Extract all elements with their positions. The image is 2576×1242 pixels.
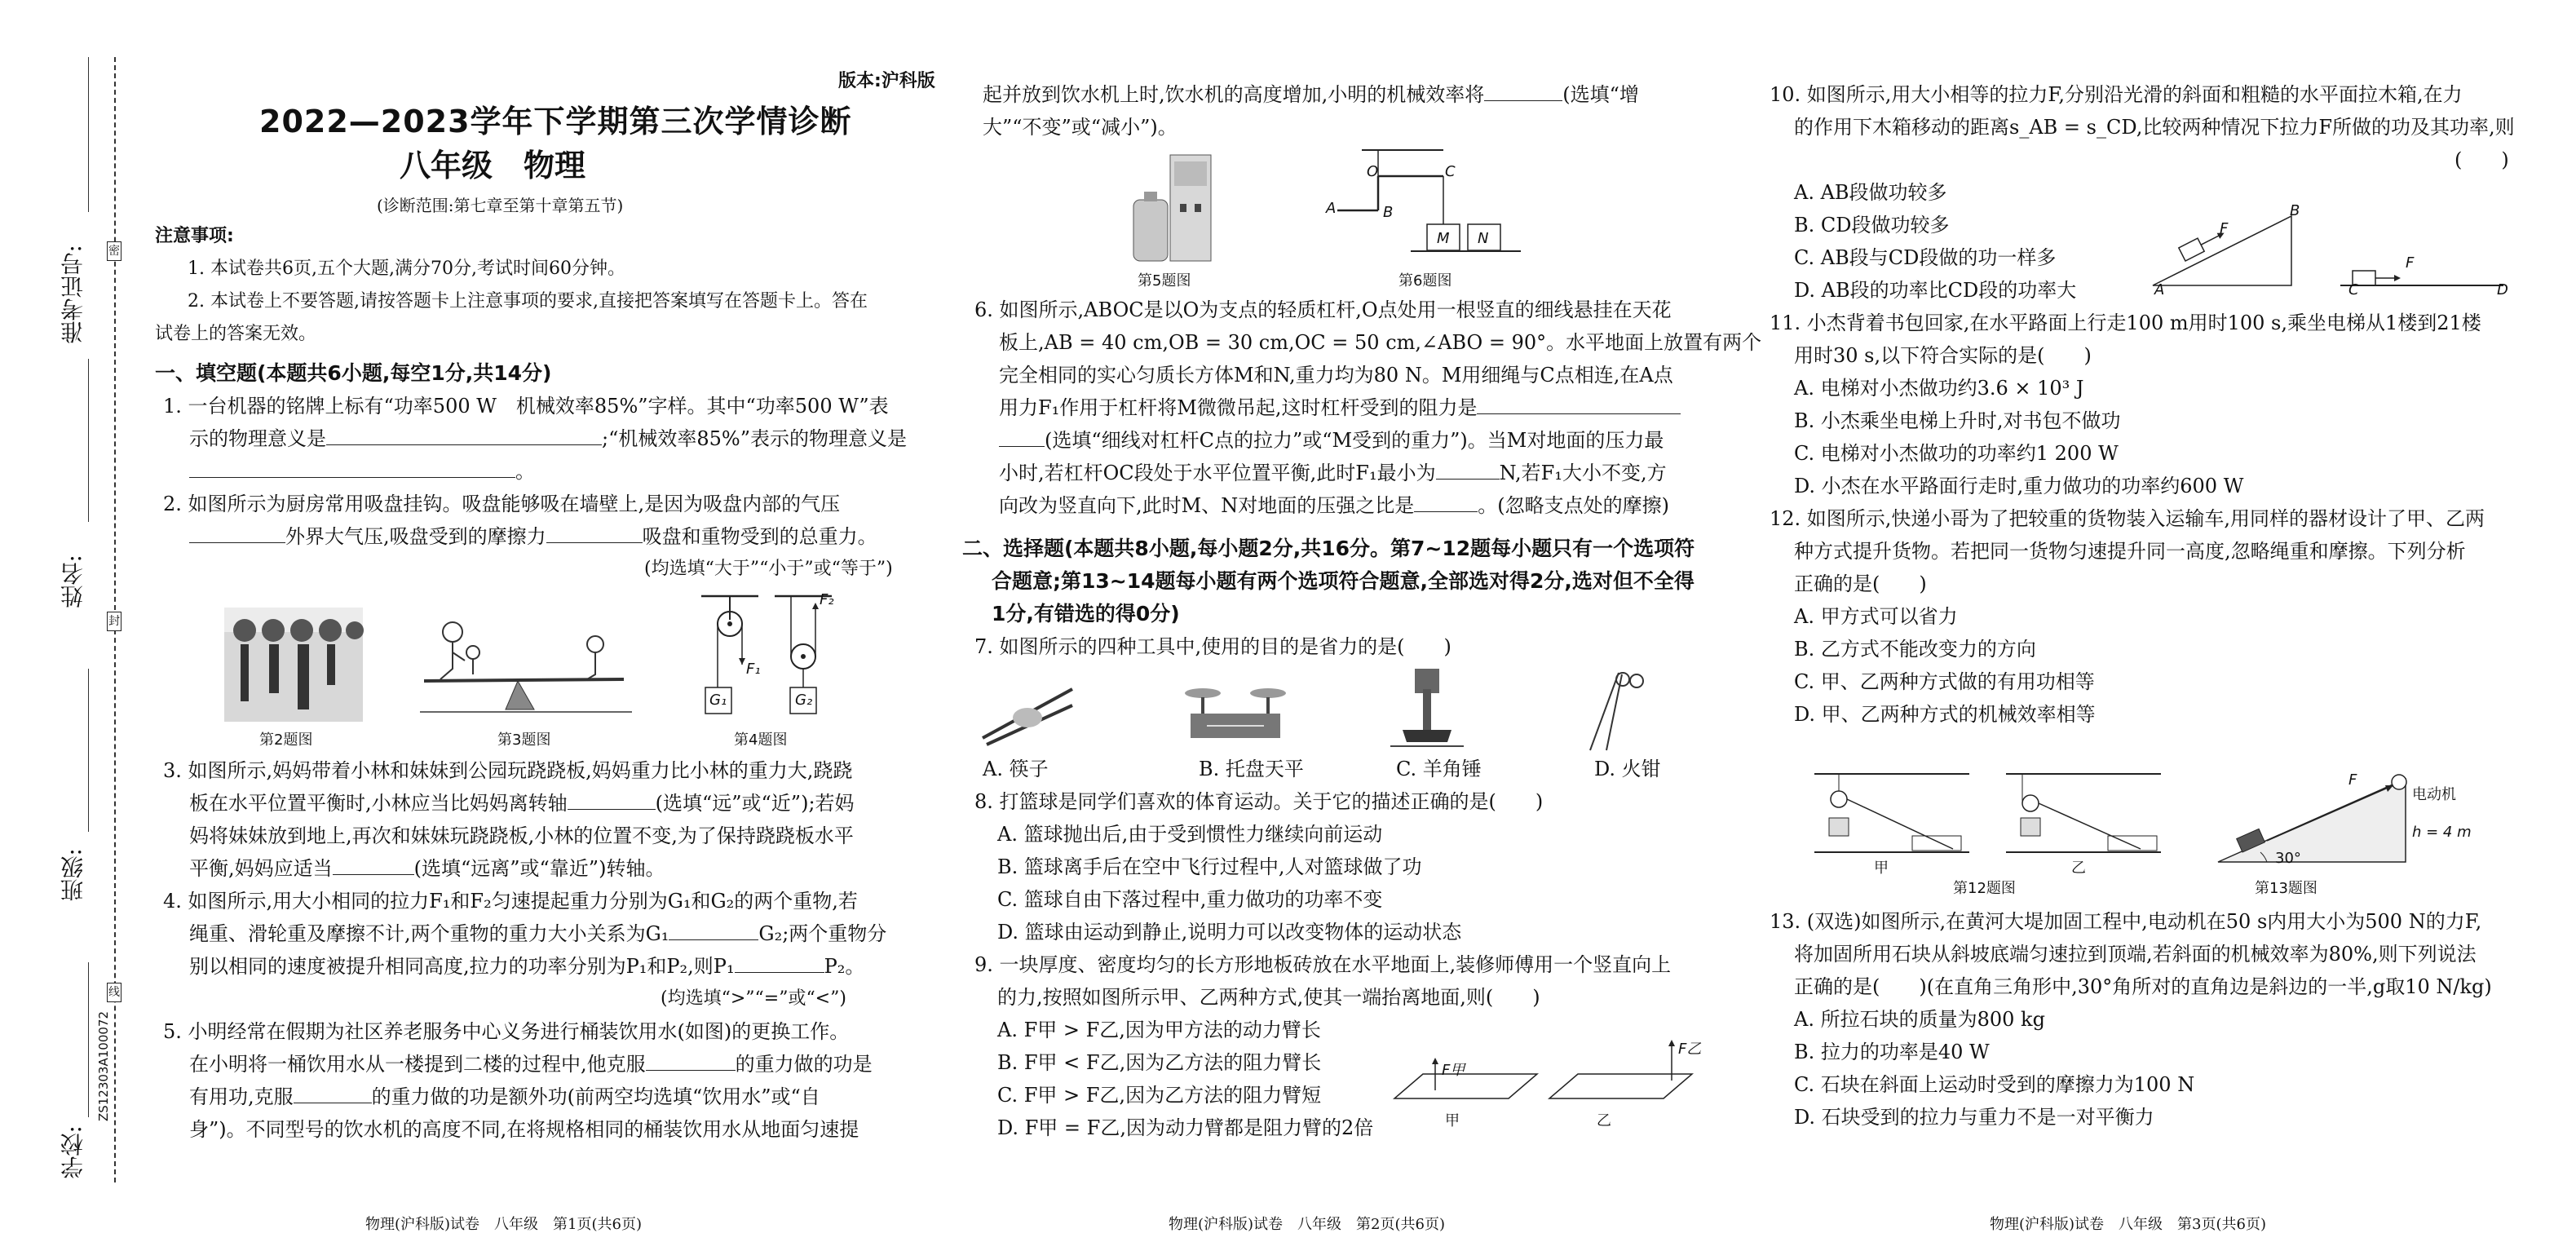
- q1-blank-2[interactable]: [189, 456, 515, 478]
- notes-block: [155, 220, 868, 351]
- fig10-label-A: A: [2154, 281, 2165, 298]
- question-3: 3. 如图所示,妈妈带着小林和妹妹到公园玩跷跷板,妈妈重力比小林的重力大,跷跷 板在水平位置平衡时,小林应当比妈妈离转轴 (选填“远”或“近”);若妈 妈将妹妹放到地上,再次和妹妹玩跷跷板,小林的位置不变,为了保持跷跷板水平 平衡,妈妈应适当 (选填“远离”或“靠近”)转轴。: [163, 759, 855, 880]
- figure-4-caption: 第4题图: [734, 731, 788, 749]
- q12-option-D[interactable]: D. 甲、乙两种方式的机械效率相等: [1794, 703, 2096, 726]
- question-10: 10. 如图所示,用大小相等的拉力F,分别沿光滑的斜面和粗糙的水平面拉木箱,在力 的作用下木箱移动的距离s_AB = s_CD,比较两种情况下拉力F所做的功及其功率,则 ( ) A. AB段做功较多 B. CD段做功较多 C. AB段与CD段做的功一样多 D. AB段的功率比CD段的功率大: [1770, 78, 2515, 307]
- fig6-label-N: N: [1478, 230, 1489, 247]
- q4-blank-2[interactable]: [735, 951, 824, 973]
- fig10-label-F-floor: F: [2406, 254, 2415, 272]
- q12-option-C[interactable]: C. 甲、乙两种方式做的有用功相等: [1794, 670, 2095, 693]
- fig4-label-F2: F₂: [820, 591, 834, 608]
- exam-number-label: 准考证号:: [60, 245, 86, 344]
- binding-strip: [0, 0, 122, 1242]
- q7-option-D[interactable]: D. 火钳: [1594, 758, 1661, 780]
- exam-title: 2022—2023学年下学期第三次学情诊断: [259, 104, 852, 139]
- name-line: [88, 359, 89, 522]
- edition-label: 版本:沪科版: [838, 71, 935, 91]
- q11-option-B[interactable]: B. 小杰乘坐电梯上升时,对书包不做功: [1794, 409, 2121, 432]
- notes-heading: 注意事项:: [155, 226, 234, 246]
- q10-option-B[interactable]: B. CD段做功较多: [1794, 214, 1950, 236]
- fig9-label-F-yi: F乙: [1678, 1041, 1702, 1058]
- notes-item-2: 2. 本试卷上不要答题,请按答题卡上注意事项的要求,直接把答案填写在答题卡上。答在: [188, 291, 868, 312]
- binding-mark-3: 线: [107, 983, 122, 1002]
- exam-subtitle: 八年级 物理: [400, 148, 586, 183]
- fig10-label-B: B: [2290, 202, 2300, 219]
- q7-option-B[interactable]: B. 托盘天平: [1199, 758, 1304, 780]
- fig9-label-yi: 乙: [1597, 1112, 1611, 1129]
- q11-option-C[interactable]: C. 电梯对小杰做功的功率约1 200 W: [1794, 442, 2119, 465]
- q7-option-A[interactable]: A. 筷子: [983, 758, 1049, 780]
- page3-footer: 物理(沪科版)试卷 八年级 第3页(共6页): [1990, 1216, 2266, 1233]
- q5-blank-1[interactable]: [646, 1049, 736, 1071]
- q2-blank-2[interactable]: [546, 521, 643, 543]
- question-8: 8. 打篮球是同学们喜欢的体育运动。关于它的描述正确的是( ) A. 篮球抛出后,由于受到惯性力继续向前运动 B. 篮球离手后在空中飞行过程中,人对篮球做了功 C. 篮球自由下落过程中,重力做功的功率不变 D. 篮球由运动到静止,说明力可以改变物体的运动状态: [974, 785, 1543, 948]
- q12-option-B[interactable]: B. 乙方式不能改变力的方向: [1794, 638, 2036, 661]
- fig13-label-motor: 电动机: [2412, 786, 2456, 803]
- school-line: [88, 962, 89, 1117]
- q12-option-A[interactable]: A. 甲方式可以省力: [1794, 605, 1958, 628]
- notes-item-1: 1. 本试卷共6页,五个大题,满分70分,考试时间60分钟。: [188, 259, 625, 279]
- exam-number-line: [88, 57, 89, 212]
- question-7: 7. 如图所示的四种工具中,使用的目的是省力的是( ): [974, 635, 1451, 658]
- question-12: 12. 如图所示,快递小哥为了把较重的货物装入运输车,用同样的器材设计了甲、乙两 种方式提升货物。若把同一货物匀速提升同一高度,忽略绳重和摩擦。下列分析 正确的是( ) A. 甲方式可以省力 B. 乙方式不能改变力的方向 C. 甲、乙两种方式做的有用功相等 D. 甲、乙两种方式的机械效率相等: [1770, 502, 2485, 731]
- q2-blank-1[interactable]: [189, 521, 285, 543]
- figure-13-caption: 第13题图: [2255, 880, 2318, 897]
- q6-blank-1-cont[interactable]: [999, 425, 1045, 447]
- fig6-label-O: O: [1367, 163, 1379, 180]
- fig10-label-F-incline: F: [2220, 220, 2229, 237]
- binding-mark-1: 密: [107, 241, 122, 261]
- q8-option-D[interactable]: D. 篮球由运动到静止,说明力可以改变物体的运动状态: [997, 921, 1462, 944]
- figure-2-suction-hooks: [224, 608, 363, 722]
- question-11: 11. 小杰背着书包回家,在水平路面上行走100 m用时100 s,乘坐电梯从1楼到21楼 用时30 s,以下符合实际的是( ) A. 电梯对小杰做功约3.6 × 10³ J B. 小杰乘坐电梯上升时,对书包不做功 C. 电梯对小杰做功的功率约1 200 W D. 小杰在水平路面行走时,重力做功的功率约600 W: [1770, 307, 2481, 502]
- q1-blank-1[interactable]: [326, 423, 602, 445]
- page1-footer: 物理(沪科版)试卷 八年级 第1页(共6页): [365, 1216, 642, 1233]
- question-4: 4. 如图所示,用大小相同的拉力F₁和F₂匀速提起重力分别为G₁和G₂的两个重物,若 绳重、滑轮重及摩擦不计,两个重物的重力大小关系为G₁ G₂;两个重物分 别以相同的速度被提升相同高度,拉力的功率分别为P₁和P₂,则P₁ P₂。 (均选填“>”“=”或“<”): [163, 890, 887, 1009]
- question-2: 2. 如图所示为厨房常用吸盘挂钩。吸盘能够吸在墙壁上,是因为吸盘内部的气压 外界大气压,吸盘受到的摩擦力 吸盘和重物受到的总重力。 (均选填“大于”“小于”或“等于”): [163, 493, 893, 579]
- figure-3-caption: 第3题图: [497, 731, 551, 749]
- q7-chopsticks-figure: [983, 681, 1072, 746]
- paper-code: ZS12303A100072: [96, 1011, 111, 1122]
- figure-6-lever: [1321, 147, 1525, 261]
- q5-blank-2[interactable]: [294, 1081, 372, 1103]
- q7-fire-tongs-figure: [1586, 673, 1643, 754]
- q7-option-C[interactable]: C. 羊角锤: [1396, 758, 1482, 780]
- class-label: 班级:: [60, 848, 86, 902]
- figure-5-caption: 第5题图: [1138, 272, 1191, 290]
- binding-mark-2: 封: [107, 612, 122, 631]
- fig10-label-C: C: [2348, 281, 2359, 298]
- school-label: 学校:: [60, 1125, 86, 1179]
- fig6-label-A: A: [1326, 200, 1337, 217]
- q9-option-A[interactable]: A. F甲 > F乙,因为甲方法的动力臂长: [997, 1019, 1321, 1041]
- q13-option-C[interactable]: C. 石块在斜面上运动时受到的摩擦力为100 N: [1794, 1073, 2195, 1096]
- q11-option-D[interactable]: D. 小杰在水平路面行走时,重力做功的功率约600 W: [1794, 475, 2244, 497]
- figure-10-incline-and-floor: [2153, 204, 2503, 294]
- q7-balance-figure: [1182, 681, 1288, 746]
- name-label: 姓名:: [60, 555, 86, 608]
- q7-claw-hammer-figure: [1390, 669, 1464, 750]
- figure-9-tiles: [1386, 1040, 1712, 1105]
- figure-5-water-dispenser: [1129, 155, 1219, 265]
- question-6: 6. 如图所示,ABOC是以O为支点的轻质杠杆,O点处用一根竖直的细线悬挂在天花 板上,AB = 40 cm,OB = 30 cm,OC = 50 cm,∠ABO = 90°。水平地面上放置有两个 完全相同的实心匀质长方体M和N,重力均为80 N。M用细绳与C点相连,在A点 用力F₁作用于杠杆将M微微吊起,这时杠杆受到的阻力是 (选填“细线对杠杆C点的拉力”或“M受到的重力”)。当M对地面的压力最 小时,若杠杆OC段处于水平位置平衡,此时F₁最小为 N,若F₁大小不变,方 向改为竖直向下,此时M、N对地面的压强之比是 。(忽略支点处的摩擦): [974, 298, 1762, 517]
- fig12-label-jia: 甲: [1874, 860, 1889, 877]
- q4-blank-1[interactable]: [669, 918, 758, 940]
- figure-3-seesaw: [420, 616, 632, 722]
- fig4-label-F1: F₁: [746, 661, 761, 678]
- q8-option-B[interactable]: B. 篮球离手后在空中飞行过程中,人对篮球做了功: [997, 855, 1422, 878]
- question-5-cont: 起并放到饮水机上时,饮水机的高度增加,小明的机械效率将 (选填“增 大”“不变”或“减小”)。: [983, 78, 1639, 144]
- q8-option-C[interactable]: C. 篮球自由下落过程中,重力做功的功率不变: [997, 888, 1383, 911]
- q3-blank-1[interactable]: [568, 788, 656, 810]
- fig10-label-D: D: [2497, 281, 2508, 298]
- q9-option-B[interactable]: B. F甲 < F乙,因为乙方法的阻力臂长: [997, 1051, 1322, 1074]
- q10-option-A[interactable]: A. AB段做功较多: [1794, 181, 1947, 204]
- q13-option-B[interactable]: B. 拉力的功率是40 W: [1794, 1041, 1990, 1063]
- fig6-label-B: B: [1383, 204, 1394, 221]
- fig4-label-G1: G₁: [709, 692, 727, 709]
- figure-12-pulley-setups: [1814, 771, 2173, 856]
- fig6-label-C: C: [1445, 163, 1456, 180]
- fig13-label-angle: 30°: [2275, 850, 2301, 867]
- q10-option-D[interactable]: D. AB段的功率比CD段的功率大: [1794, 279, 2077, 302]
- q13-option-A[interactable]: A. 所拉石块的质量为800 kg: [1794, 1008, 2045, 1031]
- figure-12-caption: 第12题图: [1953, 880, 2016, 897]
- fig13-label-F: F: [2348, 771, 2357, 789]
- q9-option-C[interactable]: C. F甲 > F乙,因为乙方法的阻力臂短: [997, 1084, 1322, 1107]
- page2-footer: 物理(沪科版)试卷 八年级 第2页(共6页): [1169, 1216, 1445, 1233]
- question-5: 5. 小明经常在假期为社区养老服务中心义务进行桶装饮用水(如图)的更换工作。 在小明将一桶饮用水从一楼提到二楼的过程中,他克服 的重力做的功是 有用功,克服 的重力做的功是额外功(前两空均选填“饮用水”或“自 身”)。不同型号的饮水机的高度不同,在将规格相同的桶装饮用水从地面匀速提: [163, 1020, 873, 1141]
- fig4-label-G2: G₂: [795, 692, 813, 709]
- exam-scope: (诊断范围:第七章至第十章第五节): [377, 196, 624, 215]
- q5-blank-3[interactable]: [1484, 79, 1562, 101]
- question-9: 9. 一块厚度、密度均匀的长方形地板砖放在水平地面上,装修师傅用一个竖直向上 的力,按照如图所示甲、乙两种方式,使其一端抬离地面,则( ) A. F甲 > F乙,因为甲方法的动力臂长 B. F甲 < F乙,因为乙方法的阻力臂长 C. F甲 > F乙,因为乙方法的阻力臂短 D. F甲 = F乙,因为动力臂都是阻力臂的2倍: [974, 948, 1671, 1144]
- section1-heading: 一、填空题(本题共6小题,每空1分,共14分): [155, 361, 552, 385]
- q11-option-A[interactable]: A. 电梯对小杰做功约3.6 × 10³ J: [1794, 377, 2084, 400]
- fig12-label-yi: 乙: [2071, 860, 2086, 877]
- q6-blank-1[interactable]: [1477, 392, 1681, 414]
- q10-option-C[interactable]: C. AB段与CD段做的功一样多: [1794, 246, 2057, 269]
- class-line: [88, 669, 89, 832]
- q6-blank-2[interactable]: [1436, 457, 1500, 480]
- fig9-label-F-jia: F甲: [1442, 1062, 1465, 1079]
- section2-heading: 二、选择题(本题共8小题,每小题2分,共16分。第7~12题每小题只有一个选项符 合题意;第13~14题每小题有两个选项符合题意,全部选对得2分,选对但不全得 1分,有错选的得0分): [962, 537, 1695, 625]
- fig9-label-jia: 甲: [1445, 1112, 1460, 1129]
- q9-option-D[interactable]: D. F甲 = F乙,因为动力臂都是阻力臂的2倍: [997, 1116, 1374, 1139]
- figure-2-caption: 第2题图: [259, 731, 313, 749]
- fig13-label-height: h = 4 m: [2412, 824, 2472, 841]
- figure-6-caption: 第6题图: [1398, 272, 1452, 290]
- question-13: 13. (双选)如图所示,在黄河大堤加固工程中,电动机在50 s内用大小为500 N的力F, 将加固所用石块从斜坡底端匀速拉到顶端,若斜面的机械效率为80%,则下列说法 正确的是( )(在直角三角形中,30°角所对的直角边是斜边的一半,g取10 N/kg) A. 所拉石块的质量为800 kg B. 拉力的功率是40 W C. 石块在斜面上运动时受到的摩擦力为100 N D. 石块受到的拉力与重力不是一对平衡力: [1770, 905, 2492, 1134]
- notes-item-2-cont: 试卷上的答案无效。: [155, 324, 317, 344]
- fig6-label-M: M: [1437, 230, 1450, 247]
- q8-option-A[interactable]: A. 篮球抛出后,由于受到惯性力继续向前运动: [997, 823, 1383, 846]
- question-1: 1. 一台机器的铭牌上标有“功率500 W 机械效率85%”字样。其中“功率500 W”表 示的物理意义是 ;“机械效率85%”表示的物理意义是 。: [163, 395, 907, 483]
- q13-option-D[interactable]: D. 石块受到的拉力与重力不是一对平衡力: [1794, 1106, 2154, 1129]
- q3-blank-2[interactable]: [333, 853, 414, 875]
- q6-blank-3[interactable]: [1414, 490, 1478, 512]
